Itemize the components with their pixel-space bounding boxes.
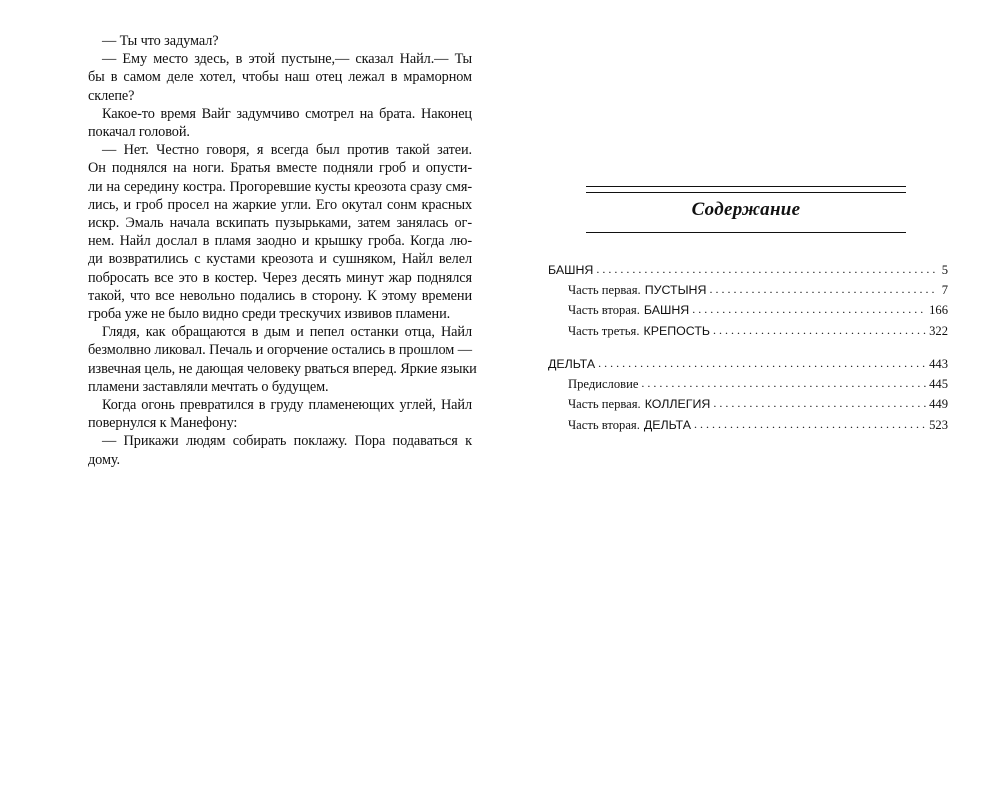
toc-entry-label: Часть вторая. ДЕЛЬТА bbox=[568, 417, 691, 432]
leader-dots bbox=[692, 302, 926, 317]
left-page-text bbox=[88, 32, 477, 469]
toc-page-number: 449 bbox=[929, 397, 948, 411]
leader-dots bbox=[713, 396, 926, 411]
toc-page-number: 166 bbox=[929, 303, 948, 317]
title-single-rule bbox=[586, 232, 906, 233]
contents-title: Содержание bbox=[691, 199, 801, 220]
story-paragraph bbox=[88, 432, 472, 468]
toc-page-number: 443 bbox=[929, 357, 948, 371]
text-line: дому. bbox=[88, 451, 120, 468]
text-line: ди возвратились с кустами креозота и сушняком, Найл велел bbox=[88, 251, 472, 268]
text-line: склепе? bbox=[88, 87, 135, 104]
toc-entry[interactable] bbox=[548, 283, 948, 304]
table-of-contents bbox=[548, 262, 948, 438]
text-line: искр. Эмаль начала вскипать пузырьками, затем занялась ог- bbox=[88, 215, 472, 232]
text-line: гроба уже не было видно среди трескучих извивов пламени. bbox=[88, 306, 451, 323]
toc-entry[interactable] bbox=[548, 303, 948, 324]
toc-page-number: 7 bbox=[941, 282, 948, 297]
toc-page-number: 523 bbox=[929, 417, 948, 432]
text-line: бы в самом деле хотел, чтобы наш отец лежал в мраморном bbox=[88, 69, 472, 86]
text-line: повернулся к Манефону: bbox=[88, 415, 238, 432]
text-line: Какое-то время Вайг задумчиво смотрел на брата. Наконец bbox=[102, 105, 472, 122]
text-line: — Нет. Честно говоря, я всегда был против такой затеи. bbox=[102, 142, 472, 159]
toc-entry-label: БАШНЯ bbox=[548, 263, 594, 277]
story-paragraph bbox=[88, 323, 477, 396]
story-paragraph bbox=[88, 32, 472, 50]
text-line: лись, и гроб просел на жаркие угли. Его окутал сонм красных bbox=[88, 196, 472, 213]
text-line: нем. Найл дослал в пламя заодно и крышку гроба. Когда лю- bbox=[88, 233, 472, 250]
toc-page-number: 5 bbox=[941, 263, 948, 277]
text-line: Он поднялся на ноги. Братья вместе подняли гроб и опусти- bbox=[88, 160, 472, 177]
story-paragraph bbox=[88, 50, 472, 105]
toc-page-number: 445 bbox=[929, 376, 948, 391]
text-line: — Ему место здесь, в этой пустыне,— сказал Найл.— Ты bbox=[102, 51, 472, 68]
text-line: покачал головой. bbox=[88, 124, 190, 141]
text-line: безмолвно ликовал. Печаль и огорчение остались в прошлом — bbox=[88, 342, 472, 359]
text-line: Глядя, как обращаются в дым и пепел останки отца, Найл bbox=[102, 324, 472, 341]
toc-entry-label: Часть вторая. БАШНЯ bbox=[568, 303, 690, 317]
toc-entry[interactable] bbox=[548, 324, 948, 345]
toc-entry[interactable] bbox=[548, 418, 948, 439]
story-paragraph bbox=[88, 396, 472, 432]
toc-entry-label: Предисловие bbox=[568, 376, 639, 391]
title-double-rule bbox=[586, 186, 906, 193]
text-line: пламени заставляли мечтать о будущем. bbox=[88, 378, 329, 395]
text-line: ли на середину костра. Прогоревшие кусты креозота сразу смя- bbox=[88, 178, 472, 195]
toc-entry[interactable] bbox=[548, 356, 948, 377]
toc-page-number: 322 bbox=[929, 323, 948, 338]
story-paragraph bbox=[88, 141, 472, 323]
text-line: побросать все это в костер. Через десять минут жар поднялся bbox=[88, 269, 472, 286]
toc-entry[interactable] bbox=[548, 262, 948, 283]
text-line: такой, что все невольно подались в сторону. К этому времени bbox=[88, 287, 472, 304]
toc-entry-label: ДЕЛЬТА bbox=[548, 357, 596, 371]
toc-entry-label: Часть первая. ПУСТЫНЯ bbox=[568, 282, 707, 297]
leader-dots bbox=[596, 262, 937, 277]
text-line: Когда огонь превратился в груду пламенеющих углей, Найл bbox=[102, 397, 472, 414]
toc-entry-label: Часть первая. КОЛЛЕГИЯ bbox=[568, 397, 711, 411]
toc-entry[interactable] bbox=[548, 377, 948, 398]
leader-dots bbox=[713, 323, 926, 338]
text-line: извечная цель, не дающая человеку рваться вперед. Яркие языки bbox=[88, 360, 477, 377]
story-paragraph bbox=[88, 105, 472, 141]
text-line: — Прикажи людям собирать поклажу. Пора подаваться к bbox=[102, 433, 472, 450]
toc-entry-label: Часть третья. КРЕПОСТЬ bbox=[568, 323, 711, 338]
leader-dots bbox=[641, 376, 926, 391]
leader-dots bbox=[598, 356, 926, 371]
leader-dots bbox=[694, 417, 926, 432]
toc-entry[interactable] bbox=[548, 397, 948, 418]
leader-dots bbox=[709, 282, 937, 297]
text-line: — Ты что задумал? bbox=[102, 33, 219, 49]
